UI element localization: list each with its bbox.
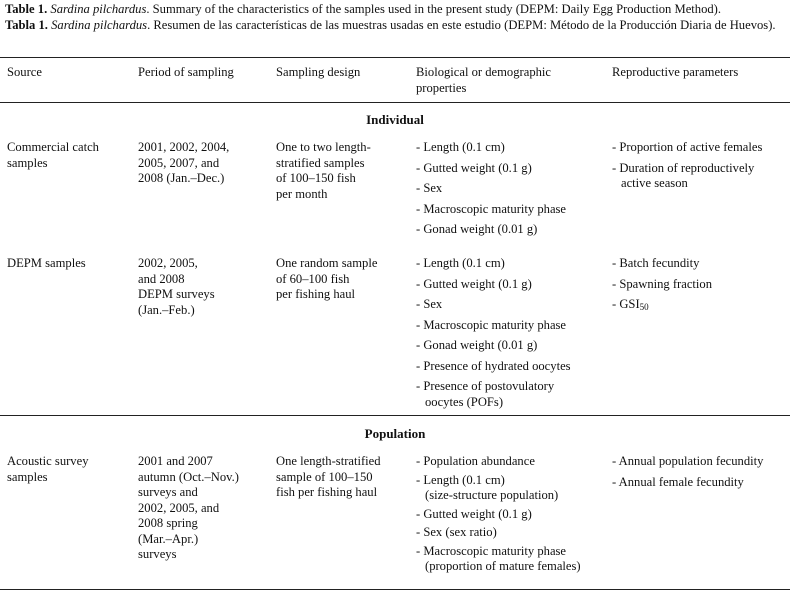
depm-reproductive-list bbox=[612, 256, 712, 318]
header-reproductive: Reproductive parameters bbox=[612, 65, 739, 79]
header-bottom-rule bbox=[0, 102, 790, 103]
list-item: - Gutted weight (0.1 g) bbox=[416, 276, 532, 291]
header-biological: Biological or demographic properties bbox=[416, 65, 551, 95]
acoustic-source: Acoustic survey samples bbox=[7, 454, 89, 484]
commercial-period: 2001, 2002, 2004, 2005, 2007, and 2008 (Jan.–Dec.) bbox=[138, 140, 230, 185]
list-item: - Population abundance bbox=[416, 454, 535, 468]
header-period: Period of sampling bbox=[138, 65, 234, 79]
list-item: - Macroscopic maturity phase bbox=[416, 317, 567, 332]
header-source: Source bbox=[7, 65, 42, 79]
list-item: - Sex bbox=[416, 181, 443, 195]
list-item: - Length (0.1 cm) bbox=[416, 256, 505, 270]
depm-period: 2002, 2005, and 2008 DEPM surveys (Jan.–Feb.) bbox=[138, 256, 215, 317]
list-item: - Sex bbox=[416, 297, 443, 311]
caption-spanish: Tabla 1. Sardina pilchardus. Resumen de las características de las muestras usadas en este estudio (DEPM: Método de la Producción Diaria de Huevos). bbox=[5, 17, 776, 32]
list-item: - Presence of postovulatory oocytes (POFs) bbox=[416, 379, 555, 409]
list-item: - Length (0.1 cm) bbox=[416, 140, 505, 154]
list-item: - Duration of reproductively active season bbox=[612, 160, 755, 190]
list-item: - Length (0.1 cm) (size-structure population) bbox=[416, 472, 559, 502]
section-individual: Individual bbox=[366, 112, 424, 127]
list-item: - Proportion of active females bbox=[612, 140, 763, 154]
section-population: Population bbox=[364, 426, 426, 441]
commercial-design: One to two length- stratified samples of 100–150 fish per month bbox=[276, 140, 371, 201]
commercial-biological-list bbox=[416, 140, 566, 243]
acoustic-design: One length-stratified sample of 100–150 fish per fishing haul bbox=[276, 454, 381, 499]
depm-design: One random sample of 60–100 fish per fishing haul bbox=[276, 256, 378, 301]
list-item: - Annual female fecundity bbox=[612, 474, 744, 489]
list-item: - Gonad weight (0.01 g) bbox=[416, 338, 538, 352]
table-caption bbox=[5, 2, 787, 33]
acoustic-period: 2001 and 2007 autumn (Oct.–Nov.) surveys and 2002, 2005, and 2008 spring (Mar.–Apr.) surveys bbox=[138, 454, 239, 561]
list-item: - Gonad weight (0.01 g) bbox=[416, 222, 538, 236]
list-item: - Annual population fecundity bbox=[612, 454, 764, 468]
list-item: - Sex (sex ratio) bbox=[416, 525, 497, 539]
depm-source: DEPM samples bbox=[7, 256, 86, 270]
list-item: - Macroscopic maturity phase (proportion of mature females) bbox=[416, 543, 581, 573]
list-item: - Presence of hydrated oocytes bbox=[416, 358, 571, 373]
list-item: - Gutted weight (0.1 g) bbox=[416, 160, 532, 175]
caption-english: Table 1. Sardina pilchardus. Summary of the characteristics of the samples used in the present study (DEPM: Daily Egg Production Method). bbox=[5, 2, 722, 16]
table-top-rule bbox=[0, 57, 790, 58]
depm-biological-list bbox=[416, 256, 571, 415]
table-bottom-rule bbox=[0, 589, 790, 590]
list-item: - Gutted weight (0.1 g) bbox=[416, 506, 532, 521]
list-item: - Batch fecundity bbox=[612, 256, 700, 270]
header-design: Sampling design bbox=[276, 65, 361, 79]
acoustic-biological-list bbox=[416, 454, 581, 578]
section-divider-rule bbox=[0, 415, 790, 416]
list-item: - Spawning fraction bbox=[612, 276, 713, 291]
acoustic-reproductive-list bbox=[612, 454, 763, 495]
commercial-reproductive-list bbox=[612, 140, 762, 197]
list-item: - $GSI_{50}$ bbox=[612, 297, 649, 312]
list-item: - Macroscopic maturity phase bbox=[416, 201, 567, 216]
commercial-source: Commercial catch samples bbox=[7, 140, 99, 170]
